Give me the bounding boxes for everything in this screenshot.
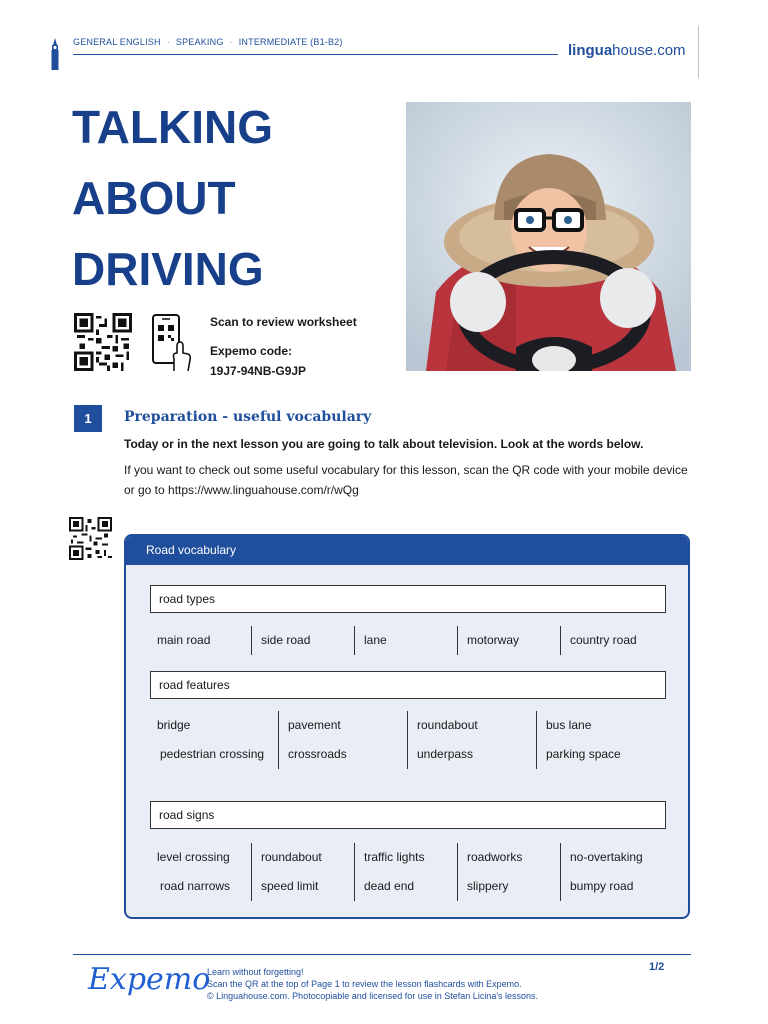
vocab-word: main road [157, 633, 211, 647]
expemo-logo: Expemo [88, 962, 211, 997]
vocab-row [148, 740, 665, 769]
brand-logo-rest: house.com [612, 42, 686, 59]
breadcrumb-item: GENERAL ENGLISH [73, 37, 161, 47]
vocabulary-box [124, 534, 690, 919]
footer-divider [73, 954, 691, 955]
vocab-word: lane [354, 626, 457, 655]
footer-instruction: Scan the QR at the top of Page 1 to review the lesson flashcards with Expemo. [207, 979, 522, 989]
page-number: 1/2 [649, 961, 665, 973]
vocab-word: road narrows [160, 879, 231, 893]
section-instruction: Today or in the next lesson you are going to talk about television. Look at the words below. [124, 437, 644, 451]
vocab-word: bumpy road [560, 872, 670, 901]
qr-code-icon [68, 517, 113, 560]
phone-scan-icon [150, 313, 192, 371]
vocab-word: speed limit [251, 872, 354, 901]
vocab-word: crossroads [278, 740, 407, 769]
page-title [72, 92, 273, 305]
expemo-code-label: Expemo code: [210, 344, 293, 358]
breadcrumb: GENERAL ENGLISH · SPEAKING · INTERMEDIATE (B1-B2) [73, 37, 343, 47]
vocab-word: roadworks [457, 843, 560, 872]
vocab-word: level crossing [157, 850, 230, 864]
brand-logo-bold: lingua [568, 42, 613, 59]
qr-code-icon [73, 313, 133, 371]
vocab-row [148, 711, 665, 740]
vocab-word: bus lane [536, 711, 665, 740]
vocab-word: underpass [407, 740, 536, 769]
header-vertical-rule [698, 26, 699, 78]
breadcrumb-item: SPEAKING [175, 37, 224, 47]
section-title: Preparation - useful vocabulary [124, 409, 372, 425]
vocab-word: pedestrian crossing [160, 747, 265, 761]
title-line: ABOUT [72, 172, 236, 224]
vocab-row [148, 843, 670, 872]
vocab-word: no-overtaking [560, 843, 670, 872]
vocab-word: country road [560, 626, 670, 655]
footer-text [207, 966, 538, 1002]
footer-copyright: © Linguahouse.com. Photocopiable and licensed for use in Stefan Licina's lessons. [207, 991, 539, 1001]
big-ben-icon [50, 38, 60, 70]
brand-logo [568, 42, 686, 59]
vocab-word: dead end [354, 872, 457, 901]
scan-review-label: Scan to review worksheet [210, 315, 357, 329]
vocab-row [148, 626, 670, 655]
vocab-row [148, 872, 670, 901]
title-line: TALKING [72, 101, 274, 153]
expemo-code-value: 19J7-94NB-G9JP [210, 364, 307, 378]
vocab-word: side road [251, 626, 354, 655]
category-label: road signs [150, 801, 666, 829]
category-label: road features [150, 671, 666, 699]
footer-tagline: Learn without forgetting! [207, 967, 304, 977]
vocab-word: slippery [457, 872, 560, 901]
vocab-word: parking space [536, 740, 665, 769]
vocab-word: motorway [457, 626, 560, 655]
driver-photo [406, 102, 691, 371]
vocab-word: traffic lights [354, 843, 457, 872]
vocab-word: roundabout [251, 843, 354, 872]
scan-info [210, 312, 357, 381]
section-body-text: If you want to check out some useful vocabulary for this lesson, scan the QR code with your mobile device or go to https://www.linguahouse.com/r/wQg [124, 463, 688, 497]
vocabulary-box-heading: Road vocabulary [126, 536, 688, 565]
category-label: road types [150, 585, 666, 613]
header-divider [73, 54, 558, 55]
title-line: DRIVING [72, 243, 264, 295]
section-number-badge: 1 [74, 405, 102, 432]
vocab-word: roundabout [407, 711, 536, 740]
vocab-word: bridge [157, 718, 191, 732]
vocab-word: pavement [278, 711, 407, 740]
breadcrumb-item: INTERMEDIATE (B1-B2) [238, 37, 343, 47]
